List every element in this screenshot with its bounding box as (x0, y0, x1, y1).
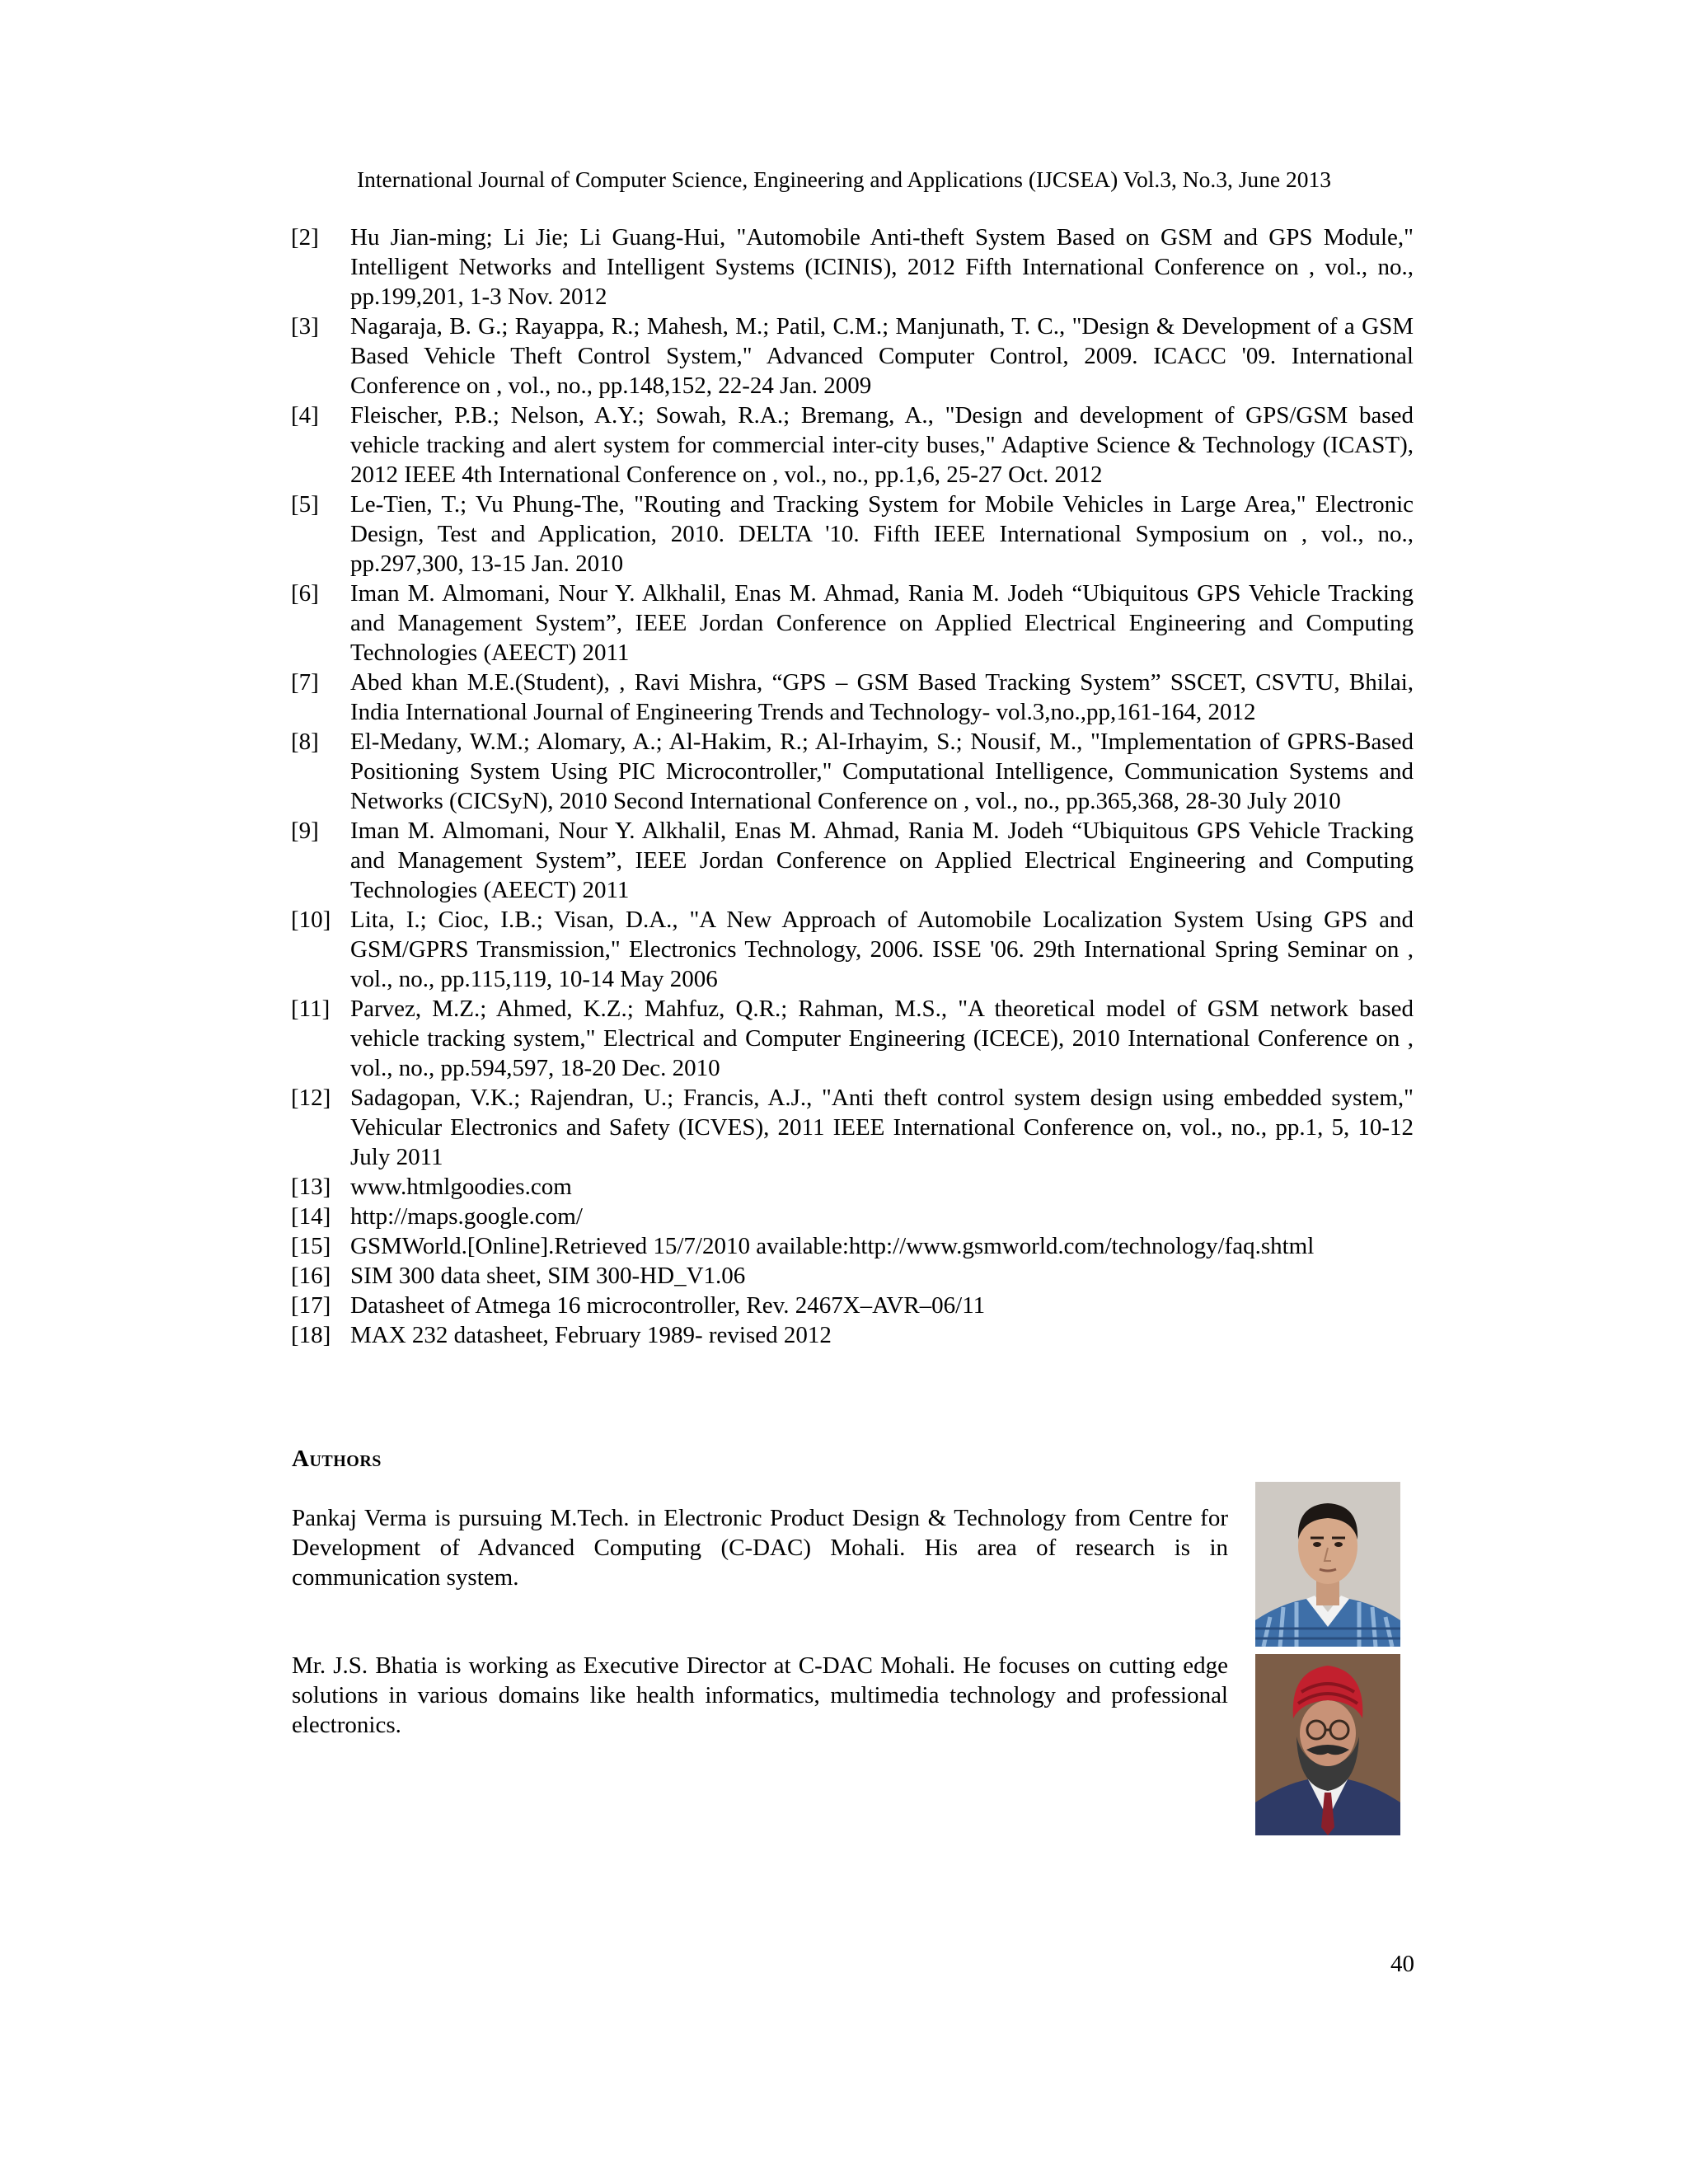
reference-number: [3] (291, 313, 319, 340)
reference-item (291, 1083, 1414, 1172)
reference-number: [18] (291, 1322, 331, 1348)
reference-number: [17] (291, 1292, 331, 1319)
reference-number: [12] (291, 1085, 331, 1111)
reference-item (291, 312, 1414, 401)
reference-item (291, 994, 1414, 1083)
reference-number: [14] (291, 1203, 331, 1230)
reference-text: Sadagopan, V.K.; Rajendran, U.; Francis, A.J., "Anti theft control system design using embedded system," Vehicular Electronics and Safety (ICVES), 2011 IEEE International Conference on, vol., no., pp.1, 5, 10-12 July 2011 (350, 1085, 1414, 1170)
reference-item (291, 1202, 1414, 1231)
reference-number: [8] (291, 729, 319, 755)
reference-number: [10] (291, 907, 331, 933)
reference-text: Nagaraja, B. G.; Rayappa, R.; Mahesh, M.; Patil, C.M.; Manjunath, T. C., "Design & Development of a GSM Based Vehicle Theft Control System," Advanced Computer Control, 2009. ICACC '09. International Conference on , vol., no., pp.148,152, 22-24 Jan. 2009 (350, 313, 1414, 399)
reference-item (291, 1172, 1414, 1202)
reference-number: [13] (291, 1174, 331, 1200)
reference-text: Iman M. Almomani, Nour Y. Alkhalil, Enas M. Ahmad, Rania M. Jodeh “Ubiquitous GPS Vehicle Tracking and Management System”, IEEE Jordan Conference on Applied Electrical Engineering and Computing Technologies (AEECT) 2011 (350, 818, 1414, 903)
reference-number: [16] (291, 1263, 331, 1289)
reference-number: [4] (291, 402, 319, 429)
reference-link[interactable]: www.htmlgoodies.com (350, 1174, 572, 1200)
reference-number: [2] (291, 224, 319, 251)
reference-list (291, 223, 1414, 1350)
reference-text: MAX 232 datasheet, February 1989- revised 2012 (350, 1322, 832, 1348)
reference-item (291, 401, 1414, 490)
reference-text: SIM 300 data sheet, SIM 300-HD_V1.06 (350, 1263, 746, 1289)
author-bio-pankaj-verma: Pankaj Verma is pursuing M.Tech. in Electronic Product Design & Technology from Centre for Development of Advanced Computing (C-DAC) Mohali. His area of research is in communication system. (292, 1505, 1228, 1591)
reference-text: Fleischer, P.B.; Nelson, A.Y.; Sowah, R.A.; Bremang, A., "Design and development of GPS/GSM based vehicle tracking and alert system for commercial inter-city buses," Adaptive Science & Technology (ICAST), 2012 IEEE 4th International Conference on , vol., no., pp.1,6, 25-27 Oct. 2012 (350, 402, 1414, 488)
reference-link[interactable]: http://maps.google.com/ (350, 1203, 583, 1230)
reference-item (291, 1320, 1414, 1350)
reference-text: Parvez, M.Z.; Ahmed, K.Z.; Mahfuz, Q.R.; Rahman, M.S., "A theoretical model of GSM network based vehicle tracking system," Electrical and Computer Engineering (ICECE), 2010 International Conference on , vol., no., pp.594,597, 18-20 Dec. 2010 (350, 996, 1414, 1081)
reference-text: Datasheet of Atmega 16 microcontroller, Rev. 2467X–AVR–06/11 (350, 1292, 986, 1319)
reference-item (291, 490, 1414, 579)
reference-item (291, 668, 1414, 727)
reference-number: [5] (291, 491, 319, 518)
reference-item (291, 816, 1414, 905)
author-photo-pankaj-verma (1255, 1482, 1400, 1647)
reference-item (291, 223, 1414, 312)
reference-text: El-Medany, W.M.; Alomary, A.; Al-Hakim, R.; Al-Irhayim, S.; Nousif, M., "Implementation of GPRS-Based Positioning System Using PIC Microcontroller," Computational Intelligence, Communication Systems and Networks (CICSyN), 2010 Second International Conference on , vol., no., pp.365,368, 28-30 July 2010 (350, 729, 1414, 814)
reference-item (291, 727, 1414, 816)
reference-number: [7] (291, 669, 319, 696)
page-number: 40 (1390, 1951, 1414, 1977)
reference-item (291, 905, 1414, 994)
reference-item (291, 1231, 1414, 1261)
running-header: International Journal of Computer Science, Engineering and Applications (IJCSEA) Vol.3, No.3, June 2013 (356, 166, 1332, 192)
reference-text: Le-Tien, T.; Vu Phung-The, "Routing and Tracking System for Mobile Vehicles in Large Area," Electronic Design, Test and Application, 2010. DELTA '10. Fifth IEEE International Symposium on , vol., no., pp.297,300, 13-15 Jan. 2010 (350, 491, 1414, 577)
reference-text: GSMWorld.[Online].Retrieved 15/7/2010 available:http://www.gsmworld.com/technology/faq.shtml (350, 1233, 1315, 1259)
authors-heading: Authors (292, 1446, 382, 1472)
author-bio-js-bhatia: Mr. J.S. Bhatia is working as Executive Director at C-DAC Mohali. He focuses on cutting edge solutions in various domains like health informatics, multimedia technology and professional electronics. (292, 1652, 1228, 1738)
reference-text: Iman M. Almomani, Nour Y. Alkhalil, Enas M. Ahmad, Rania M. Jodeh “Ubiquitous GPS Vehicle Tracking and Management System”, IEEE Jordan Conference on Applied Electrical Engineering and Computing Technologies (AEECT) 2011 (350, 580, 1414, 666)
reference-number: [6] (291, 580, 319, 607)
reference-item (291, 1291, 1414, 1320)
reference-item (291, 1261, 1414, 1291)
reference-number: [15] (291, 1233, 331, 1259)
reference-number: [9] (291, 818, 319, 844)
reference-text: Abed khan M.E.(Student), , Ravi Mishra, “GPS – GSM Based Tracking System” SSCET, CSVTU, Bhilai, India International Journal of Engineering Trends and Technology- vol.3,no.,pp,161-164, 2012 (350, 669, 1414, 725)
reference-text: Lita, I.; Cioc, I.B.; Visan, D.A., "A New Approach of Automobile Localization System Using GPS and GSM/GPRS Transmission," Electronics Technology, 2006. ISSE '06. 29th International Spring Seminar on , vol., no., pp.115,119, 10-14 May 2006 (350, 907, 1414, 992)
reference-number: [11] (291, 996, 331, 1022)
reference-item (291, 579, 1414, 668)
reference-text: Hu Jian-ming; Li Jie; Li Guang-Hui, "Automobile Anti-theft System Based on GSM and GPS Module," Intelligent Networks and Intelligent Systems (ICINIS), 2012 Fifth International Conference on , vol., no., pp.199,201, 1-3 Nov. 2012 (350, 224, 1414, 310)
author-photo-js-bhatia (1255, 1654, 1400, 1835)
